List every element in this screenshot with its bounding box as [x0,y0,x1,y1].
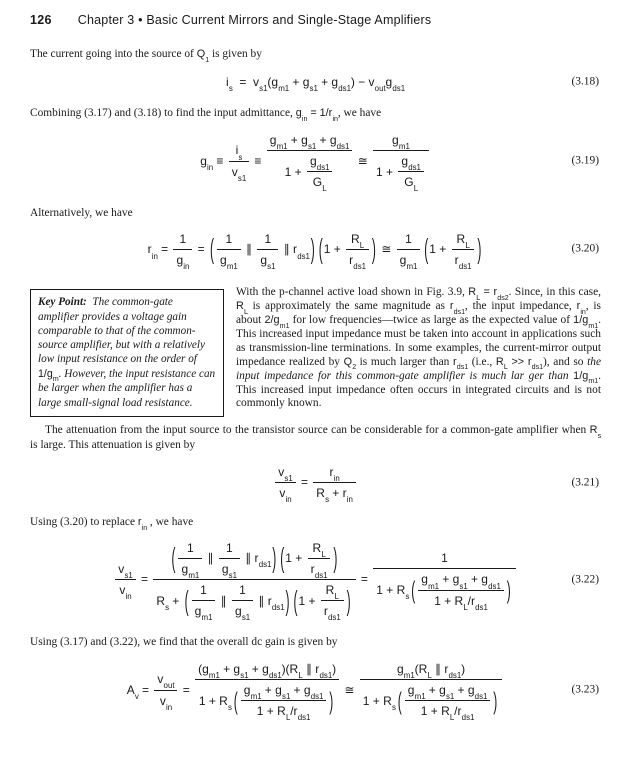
math-sequence [115,561,135,579]
open-paren: ( [293,584,298,617]
fraction [219,540,240,580]
fraction [346,231,369,272]
math-sequence [452,231,475,249]
math-token: $g_{m1}$ [392,132,410,151]
equation-number: (3.22) [571,572,599,585]
math-token: 1 + [375,164,397,179]
equation-3-19 [30,132,601,194]
math-sequence [241,682,327,700]
math-token: $1 + R_s$ [198,693,232,712]
paragraph-attenuation: The attenuation from the input source to the transistor source can be considerable for a common-gate amplifier when $R_s$ is large. This attenuation is given by [30,424,602,452]
math-sequence [217,249,241,272]
math-token: $r_{ds1}$ [310,561,328,580]
math-token: 1 [225,231,233,246]
math-token: $v_{s1}$ [231,164,247,183]
math-sequence [307,171,332,194]
math-sequence [232,600,253,623]
math-token: $r_{in}$ [329,464,340,483]
fraction [229,142,249,183]
math-sequence [275,464,295,482]
math-sequence [219,558,240,580]
open-paren: ( [280,541,285,575]
equation-3-22 [30,540,601,623]
math-token: $R_L$ [350,231,365,250]
math-token: $1 + R_L/r_{ds1}$ [256,704,311,723]
math-token: $R_s$ + [156,593,183,612]
math-token: ∥ $r_{ds1}$ [255,593,285,612]
math-sequence [298,582,345,623]
equation-3-23 [30,661,601,723]
close-paren: ) [506,575,511,605]
fraction [313,464,355,505]
math-token: 1 + [429,242,450,257]
math-sequence [323,231,371,272]
math-sequence [241,700,327,723]
math-token: $A_v$ = [126,682,153,702]
math-token: ∥ [242,242,256,257]
equation-3-20 [30,231,601,272]
math-sequence [190,582,285,623]
close-paren: ) [285,584,290,617]
math-token: ≅ [354,154,371,169]
math-token: $1 + R_s$ [362,693,396,712]
keypoint-row [30,286,601,417]
math-token: ≅ [341,682,358,697]
math-token: $r_{ds1}$ [323,604,341,623]
paragraph-using-320: Using (3.20) to replace $r_{in}$ , we have [30,516,194,532]
close-paren: ) [371,233,376,266]
fraction [397,231,421,272]
math-sequence [313,464,355,482]
math-sequence [321,582,344,600]
math-sequence [217,231,241,249]
math-token: $i_s$ [235,143,243,162]
math-sequence [229,142,249,160]
math-sequence [229,161,249,183]
equation-body [273,464,358,505]
equation-number: (3.23) [571,683,599,696]
math-sequence [239,682,329,723]
close-paren: ) [477,233,482,266]
paren-group [410,571,512,612]
math-token: 1 [226,540,233,555]
math-token: $g_{m1}$ [194,604,213,623]
math-sequence [285,540,332,580]
math-sequence [360,661,502,679]
math-token: 1 [405,231,412,246]
math-sequence [267,132,353,150]
close-paren: ) [333,541,338,575]
paragraph-combining: Combining (3.17) and (3.18) to find the input admittance, $g_{in} = 1/r_{in}$, we have [30,107,382,124]
fraction [452,231,475,272]
math-sequence [113,540,517,623]
math-sequence [147,231,484,272]
paren-group [423,231,482,272]
math-token: ∥ [204,551,217,566]
equation-3-21 [30,464,601,505]
math-token: $g_{m1} + g_{s1} + g_{ds1}$ [243,682,324,702]
equation-number: (3.19) [571,154,599,167]
paren-group [397,682,499,723]
math-token: $R_s + r_{in}$ [316,486,353,505]
math-sequence [313,482,355,505]
math-token: $g_{m1} + g_{s1} + g_{ds1}$ [269,132,350,151]
math-sequence [257,231,278,249]
fraction [398,153,423,194]
math-sequence [416,571,506,612]
math-sequence [346,231,369,249]
math-token: 1 [239,583,246,597]
math-token: $g_{m1} + g_{s1} + g_{ds1}$ [421,572,501,591]
math-token: $(g_{m1} + g_{s1} + g_{ds1})(R_L$ ∥ $r_{ds1}$) [198,661,337,680]
equation-3-18 [30,74,601,94]
close-paren: ) [493,685,498,716]
math-token: $v_{s1}$ [118,561,133,580]
open-paren: ( [411,575,416,605]
math-sequence [373,550,515,568]
equation-body [226,74,406,94]
math-token: $g_{ds1}$ [309,154,330,173]
math-token: $i_s = v_{s1}(g_{m1} + g_{s1} + g_{ds1}) - v_{out}g_{ds1}$ [226,75,406,94]
math-token: $r_{in}$ = [147,242,172,261]
math-token: 1 [264,231,272,246]
math-token: $g_{s1}$ [260,252,276,272]
equation-number: (3.18) [571,75,599,88]
math-sequence [307,153,332,171]
math-token: $g_{m1}$ [181,561,200,580]
paragraph-using-317-322: Using (3.17) and (3.22), we find that the overall dc gain is given by [30,636,338,649]
math-token: $1 + R_L/r_{ds1}$ [434,593,488,612]
math-sequence [308,540,331,558]
math-sequence [346,249,369,272]
fraction [308,540,331,580]
math-sequence [176,540,272,580]
math-token: $r_{ds1}$ [454,252,472,272]
math-token: 1 [179,231,187,246]
math-token: ≡ [251,154,265,169]
math-token: $v_{in}$ [159,693,173,712]
open-paren: ( [397,685,402,716]
fraction [405,682,491,723]
math-token: $g_{s1}$ [234,604,251,623]
math-sequence [273,464,358,505]
math-sequence [257,249,278,272]
math-token: 1 + [323,242,345,257]
math-token: 1 [186,540,194,555]
equation-body [147,231,484,272]
math-sequence [308,558,331,580]
paren-group [279,540,338,580]
math-token: = [137,572,152,587]
math-sequence [398,171,423,194]
math-sequence [418,571,504,589]
equation-body [200,132,431,194]
paren-group [233,682,335,723]
paren-group [170,540,277,580]
math-token: $1 + R_s$ [376,583,410,602]
page-header [30,12,601,29]
math-token: 1 + [284,164,305,179]
close-paren: ) [346,584,351,617]
math-token: $g_{m1}(R_L$ ∥ $r_{ds1}$) [396,661,466,680]
math-sequence [173,231,192,249]
math-token: 1 [200,583,207,597]
math-sequence [154,671,177,689]
paren-group [292,582,351,623]
equation-body [113,540,517,623]
math-token: $v_{in}$ [279,486,292,505]
equation-number: (3.20) [571,242,599,255]
math-sequence [200,132,431,194]
fraction [241,682,327,723]
math-sequence [403,682,493,723]
paragraph-intro-current: The current going into the source of $Q_1$ is given by [30,47,262,64]
math-token: ≅ [377,242,395,257]
math-sequence [275,482,295,505]
math-sequence [195,679,339,723]
fraction [418,571,504,612]
fraction [275,464,295,505]
fraction [257,231,278,272]
math-sequence [397,249,421,272]
math-sequence [429,231,476,272]
paren-group [318,231,377,272]
math-sequence [153,540,355,579]
math-token: $r_{ds1}$ [349,252,367,272]
math-token: = [194,242,208,257]
math-sequence [192,600,216,623]
fraction [195,661,339,723]
math-token: ∥ $r_{ds1}$ [280,242,310,261]
fraction [154,671,177,712]
math-sequence [232,582,253,600]
math-sequence [405,700,491,723]
math-sequence [321,600,344,623]
fraction [232,582,253,623]
math-token: $v_{s1}$ [278,464,293,483]
open-paren: ( [209,233,214,266]
math-token: $G_L$ [312,175,327,194]
math-token: = [297,475,312,490]
math-sequence [360,679,502,723]
math-token: $g_{in}$ [176,252,190,272]
math-token: $R_L$ [325,583,339,602]
open-paren: ( [184,584,189,617]
math-token: $g_{s1}$ [221,561,238,580]
math-token: 1 [441,551,448,566]
math-token: $g_{m1} + g_{s1} + g_{ds1}$ [407,682,488,702]
math-token: $R_L$ [456,231,470,250]
math-sequence [219,540,240,558]
math-sequence [397,231,421,249]
fraction [321,582,344,623]
keypoint-box: Key Point: The common-gate amplifier provides a voltage gain comparable to that of the common-source amplifier, but with a relatively low input resistance on the order of $1/g_m$. However, the input resistance can be larger when the amplifier has a large small-signal load resistance. [30,289,224,417]
paren-group [184,582,291,623]
close-paren: ) [272,541,277,575]
math-token: ∥ [217,593,230,608]
close-paren: ) [329,685,334,716]
fraction [267,132,353,194]
math-token: ∥ $r_{ds1}$ [241,551,272,570]
fraction [373,550,515,612]
close-paren: ) [310,233,315,266]
math-token: $g_{m1}$ [399,252,418,272]
math-sequence [226,74,406,94]
math-sequence [373,150,429,194]
math-token: $v_{in}$ [119,583,132,602]
fraction [178,540,202,580]
math-token: $g_{ds1}$ [401,154,421,173]
fraction [217,231,241,272]
page-number: 126 [30,13,52,27]
math-sequence [192,582,216,600]
fraction [307,153,332,194]
paren-group [209,231,316,272]
math-sequence [115,579,135,602]
paragraph-alternatively: Alternatively, we have [30,207,133,220]
math-sequence [405,682,491,700]
math-sequence [373,132,429,150]
math-token: $v_{out}$ [157,672,175,691]
math-sequence [398,153,423,171]
math-sequence [418,590,504,612]
fraction [192,582,216,623]
math-token: $R_L$ [312,540,326,559]
fraction [373,132,429,194]
math-sequence [173,249,192,272]
paragraph-pchannel-load: With the p-channel active load shown in Fig. 3.9, $R_L = r_{ds2}$. Since, in this case, $R_L$ is approximately the same magnitude as $r_{ds1}$, the input impedance, $r_{in}$, is about $2/g_{m1}$ for low frequencies—twice as large as the expected value of $1/g_{m1}$. This increased input impedance must be taken into account in applications such as transmission-line terminations. In some examples, the current-mirror output impedance realized by $Q_2$ is much larger than $r_{ds1}$ (i.e., $R_L >> r_{ds1}$), and so the input impedance for this common-gate amplifier is much lar ger than $1/g_{m1}$. This increased input impedance often occurs in integrated circuits and is not commonly known. [236,286,601,410]
math-token: = [357,572,372,587]
open-paren: ( [318,233,323,266]
math-sequence [195,661,339,679]
fraction [153,540,355,623]
math-sequence [178,558,202,580]
math-token: $g_{m1}$ [219,252,238,272]
math-sequence [267,150,353,194]
open-paren: ( [171,541,176,575]
math-sequence [452,249,475,272]
open-paren: ( [233,685,238,716]
equation-body [126,661,505,723]
fraction [360,661,502,723]
math-sequence [153,579,355,623]
math-sequence [178,540,202,558]
equation-number: (3.21) [571,475,599,488]
math-token: = [179,682,194,697]
math-token: 1 + [298,593,319,608]
math-sequence [126,661,505,723]
fraction [115,561,135,602]
math-sequence [154,690,177,712]
math-token: $1 + R_L/r_{ds1}$ [420,704,475,723]
math-sequence [373,568,515,612]
math-token: 1 + [285,551,306,566]
math-token: $g_{in}$ ≡ [200,154,227,173]
math-sequence [215,231,310,272]
open-paren: ( [424,233,429,266]
chapter-title: Chapter 3 • Basic Current Mirrors and Single-Stage Amplifiers [77,13,432,27]
math-token: $G_L$ [404,175,419,194]
fraction [173,231,192,272]
